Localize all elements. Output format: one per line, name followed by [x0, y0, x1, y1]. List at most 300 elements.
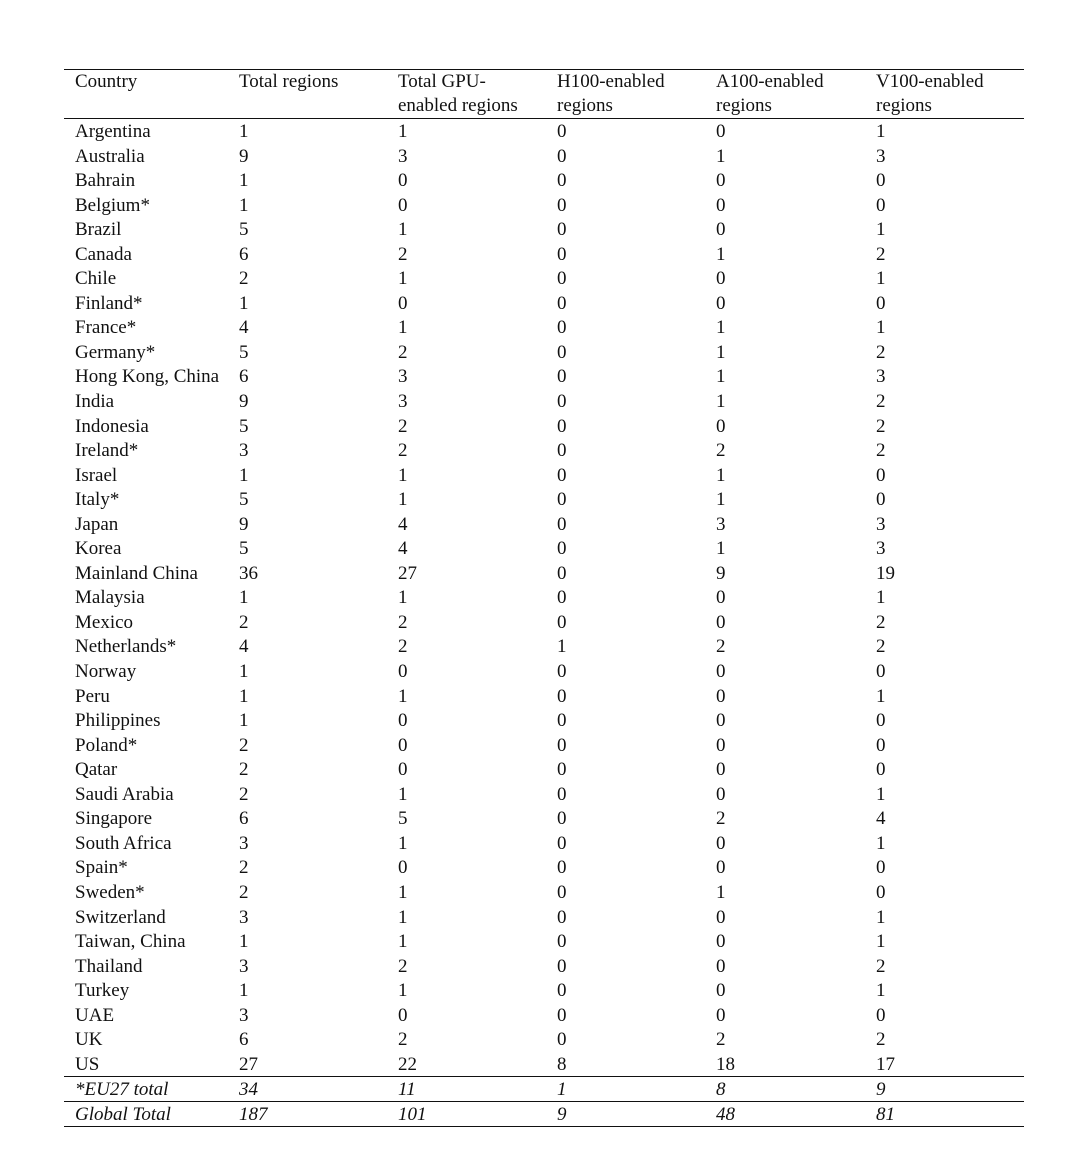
table-row	[0, 979, 1080, 1004]
cell-a100-regions: 0	[716, 292, 726, 314]
cell-v100-regions: 1	[876, 980, 886, 1002]
cell-v100-regions: 1	[876, 832, 886, 854]
cell-h100-regions: 0	[557, 440, 567, 462]
cell-v100-regions: 19	[876, 562, 895, 584]
cell-country: Bahrain	[75, 170, 136, 192]
cell-total-gpu-regions: 0	[398, 170, 408, 192]
cell-total-regions: 3	[239, 955, 249, 977]
cell-country: Mainland China	[75, 562, 198, 584]
cell-h100-regions: 0	[557, 685, 567, 707]
cell-total-regions: 9	[239, 391, 249, 413]
cell-total-regions: 1	[239, 464, 249, 486]
cell-total-gpu-regions: 4	[398, 538, 408, 560]
cell-v100-regions: 2	[876, 440, 886, 462]
cell-total-regions: 5	[239, 219, 249, 241]
global-total-gpu-regions: 101	[398, 1104, 427, 1125]
cell-country: Qatar	[75, 759, 118, 781]
cell-total-gpu-regions: 1	[398, 832, 408, 854]
cell-a100-regions: 2	[716, 1029, 726, 1051]
header-a100-enabled-regions	[716, 70, 824, 118]
cell-h100-regions: 0	[557, 121, 567, 142]
cell-total-regions: 36	[239, 562, 258, 584]
cell-country: Switzerland	[75, 906, 166, 928]
cell-h100-regions: 0	[557, 292, 567, 314]
header-h100-line-2: regions	[557, 95, 613, 116]
cell-country: Peru	[75, 685, 110, 707]
cell-total-gpu-regions: 1	[398, 464, 408, 486]
cell-a100-regions: 0	[716, 1004, 726, 1026]
cell-total-regions: 2	[239, 734, 249, 756]
global-total-row	[0, 1102, 1080, 1127]
cell-a100-regions: 0	[716, 759, 726, 781]
table-row	[0, 832, 1080, 857]
cell-a100-regions: 0	[716, 955, 726, 977]
cell-total-gpu-regions: 1	[398, 489, 408, 511]
cell-h100-regions: 0	[557, 906, 567, 928]
cell-total-gpu-regions: 2	[398, 611, 408, 633]
cell-country: Australia	[75, 145, 145, 167]
cell-h100-regions: 0	[557, 661, 567, 683]
cell-country: Finland*	[75, 292, 143, 314]
cell-a100-regions: 1	[716, 317, 726, 339]
table-row	[0, 169, 1080, 194]
cell-v100-regions: 3	[876, 513, 886, 535]
eu27-total-label: *EU27 total	[75, 1079, 169, 1100]
cell-total-regions: 2	[239, 759, 249, 781]
cell-v100-regions: 0	[876, 1004, 886, 1026]
table-row	[0, 709, 1080, 734]
cell-h100-regions: 0	[557, 268, 567, 290]
table-header	[0, 70, 1080, 118]
table-row	[0, 194, 1080, 219]
cell-total-gpu-regions: 2	[398, 1029, 408, 1051]
cell-v100-regions: 0	[876, 734, 886, 756]
global-total-v100: 81	[876, 1104, 895, 1125]
cell-h100-regions: 0	[557, 391, 567, 413]
cell-v100-regions: 0	[876, 292, 886, 314]
cell-total-regions: 3	[239, 832, 249, 854]
cell-h100-regions: 0	[557, 513, 567, 535]
cell-total-regions: 3	[239, 1004, 249, 1026]
cell-total-gpu-regions: 1	[398, 881, 408, 903]
cell-a100-regions: 0	[716, 906, 726, 928]
cell-total-gpu-regions: 0	[398, 661, 408, 683]
cell-total-gpu-regions: 3	[398, 391, 408, 413]
cell-a100-regions: 0	[716, 268, 726, 290]
table-row	[0, 660, 1080, 685]
cell-total-regions: 2	[239, 881, 249, 903]
cell-country: Norway	[75, 661, 137, 683]
cell-country: Ireland*	[75, 440, 139, 462]
table-header-rule	[64, 118, 1024, 119]
cell-total-gpu-regions: 1	[398, 783, 408, 805]
cell-country: Taiwan, China	[75, 931, 186, 953]
table-row	[0, 513, 1080, 538]
cell-a100-regions: 0	[716, 611, 726, 633]
cell-h100-regions: 0	[557, 366, 567, 388]
cell-a100-regions: 0	[716, 980, 726, 1002]
cell-a100-regions: 1	[716, 538, 726, 560]
cell-total-gpu-regions: 22	[398, 1053, 417, 1075]
cell-h100-regions: 0	[557, 881, 567, 903]
cell-h100-regions: 0	[557, 808, 567, 830]
cell-total-gpu-regions: 1	[398, 268, 408, 290]
cell-h100-regions: 0	[557, 243, 567, 265]
cell-total-regions: 1	[239, 194, 249, 216]
table-row	[0, 243, 1080, 268]
cell-total-gpu-regions: 3	[398, 145, 408, 167]
cell-total-gpu-regions: 0	[398, 194, 408, 216]
table-row	[0, 955, 1080, 980]
cell-total-gpu-regions: 2	[398, 440, 408, 462]
cell-h100-regions: 0	[557, 415, 567, 437]
cell-total-regions: 6	[239, 366, 249, 388]
cell-v100-regions: 0	[876, 489, 886, 511]
table-row	[0, 316, 1080, 341]
cell-country: Singapore	[75, 808, 153, 830]
global-total-h100: 9	[557, 1104, 567, 1125]
cell-a100-regions: 1	[716, 464, 726, 486]
cell-a100-regions: 2	[716, 440, 726, 462]
cell-country: US	[75, 1053, 100, 1075]
cell-h100-regions: 0	[557, 857, 567, 879]
table-row	[0, 341, 1080, 366]
cell-total-regions: 5	[239, 415, 249, 437]
cell-a100-regions: 0	[716, 415, 726, 437]
cell-v100-regions: 2	[876, 636, 886, 658]
table-row	[0, 734, 1080, 759]
cell-a100-regions: 1	[716, 391, 726, 413]
table-row	[0, 635, 1080, 660]
cell-a100-regions: 0	[716, 931, 726, 953]
cell-v100-regions: 17	[876, 1053, 895, 1075]
table-body	[0, 120, 1080, 1077]
global-total-label: Global Total	[75, 1104, 171, 1125]
table-row	[0, 267, 1080, 292]
cell-a100-regions: 3	[716, 513, 726, 535]
cell-total-regions: 1	[239, 661, 249, 683]
cell-country: Japan	[75, 513, 119, 535]
cell-h100-regions: 0	[557, 341, 567, 363]
cell-a100-regions: 1	[716, 145, 726, 167]
cell-country: Malaysia	[75, 587, 145, 609]
cell-country: Italy*	[75, 489, 120, 511]
cell-total-regions: 5	[239, 489, 249, 511]
cell-v100-regions: 0	[876, 857, 886, 879]
table-row	[0, 120, 1080, 145]
table-row	[0, 807, 1080, 832]
cell-country: Turkey	[75, 980, 130, 1002]
cell-country: UAE	[75, 1004, 115, 1026]
cell-v100-regions: 1	[876, 587, 886, 609]
cell-total-regions: 3	[239, 906, 249, 928]
table-row	[0, 856, 1080, 881]
eu27-total-h100: 1	[557, 1079, 567, 1100]
cell-country: Mexico	[75, 611, 134, 633]
cell-h100-regions: 0	[557, 1004, 567, 1026]
cell-total-gpu-regions: 1	[398, 931, 408, 953]
table-row	[0, 365, 1080, 390]
table-row	[0, 930, 1080, 955]
cell-v100-regions: 3	[876, 145, 886, 167]
table-row	[0, 488, 1080, 513]
cell-v100-regions: 1	[876, 906, 886, 928]
cell-total-regions: 1	[239, 292, 249, 314]
table-row	[0, 586, 1080, 611]
cell-v100-regions: 0	[876, 661, 886, 683]
cell-total-regions: 4	[239, 317, 249, 339]
cell-total-regions: 9	[239, 513, 249, 535]
table-row	[0, 1004, 1080, 1029]
cell-h100-regions: 1	[557, 636, 567, 658]
cell-total-regions: 1	[239, 170, 249, 192]
cell-total-gpu-regions: 2	[398, 955, 408, 977]
cell-country: Thailand	[75, 955, 143, 977]
cell-h100-regions: 0	[557, 317, 567, 339]
cell-country: Germany*	[75, 341, 156, 363]
cell-a100-regions: 1	[716, 881, 726, 903]
cell-a100-regions: 1	[716, 366, 726, 388]
cell-total-gpu-regions: 0	[398, 1004, 408, 1026]
cell-v100-regions: 2	[876, 955, 886, 977]
cell-v100-regions: 0	[876, 881, 886, 903]
table-row	[0, 439, 1080, 464]
cell-total-regions: 5	[239, 538, 249, 560]
cell-total-gpu-regions: 1	[398, 685, 408, 707]
cell-h100-regions: 0	[557, 219, 567, 241]
cell-a100-regions: 0	[716, 783, 726, 805]
cell-total-regions: 1	[239, 931, 249, 953]
cell-v100-regions: 2	[876, 415, 886, 437]
cell-total-gpu-regions: 2	[398, 243, 408, 265]
table-row	[0, 611, 1080, 636]
table-row	[0, 464, 1080, 489]
table-bottom-rule	[64, 1126, 1024, 1127]
header-a100-line-1: A100-enabled	[716, 71, 824, 92]
table-row	[0, 881, 1080, 906]
cell-h100-regions: 0	[557, 980, 567, 1002]
cell-v100-regions: 2	[876, 391, 886, 413]
table-row	[0, 390, 1080, 415]
cell-a100-regions: 2	[716, 636, 726, 658]
eu27-total-v100: 9	[876, 1079, 886, 1100]
cell-total-regions: 4	[239, 636, 249, 658]
cell-v100-regions: 3	[876, 366, 886, 388]
cell-a100-regions: 1	[716, 341, 726, 363]
cell-v100-regions: 1	[876, 931, 886, 953]
cell-v100-regions: 4	[876, 808, 886, 830]
cell-total-regions: 1	[239, 587, 249, 609]
header-a100-line-2: regions	[716, 95, 772, 116]
cell-country: Israel	[75, 464, 118, 486]
cell-v100-regions: 3	[876, 538, 886, 560]
table-row	[0, 537, 1080, 562]
cell-h100-regions: 0	[557, 562, 567, 584]
table-row	[0, 218, 1080, 243]
header-h100-enabled-regions	[557, 70, 665, 118]
cell-v100-regions: 2	[876, 611, 886, 633]
cell-country: Belgium*	[75, 194, 150, 216]
cell-total-gpu-regions: 0	[398, 710, 408, 732]
cell-v100-regions: 0	[876, 170, 886, 192]
cell-total-regions: 1	[239, 980, 249, 1002]
table-row	[0, 906, 1080, 931]
cell-a100-regions: 0	[716, 219, 726, 241]
table-row	[0, 685, 1080, 710]
cell-h100-regions: 0	[557, 832, 567, 854]
cell-a100-regions: 2	[716, 808, 726, 830]
eu27-total-a100: 8	[716, 1079, 726, 1100]
header-v100-enabled-regions	[876, 70, 984, 118]
cell-total-regions: 6	[239, 808, 249, 830]
table-row	[0, 562, 1080, 587]
cell-total-gpu-regions: 5	[398, 808, 408, 830]
cell-total-regions: 2	[239, 611, 249, 633]
cell-a100-regions: 0	[716, 685, 726, 707]
header-total-regions	[239, 70, 338, 94]
cell-v100-regions: 1	[876, 317, 886, 339]
cell-h100-regions: 0	[557, 1029, 567, 1051]
cell-total-gpu-regions: 1	[398, 219, 408, 241]
cell-v100-regions: 1	[876, 685, 886, 707]
cell-country: South Africa	[75, 832, 172, 854]
header-total-regions-line-1: Total regions	[239, 71, 339, 92]
cell-country: Korea	[75, 538, 122, 560]
cell-h100-regions: 8	[557, 1053, 567, 1075]
cell-total-regions: 1	[239, 685, 249, 707]
cell-country: Brazil	[75, 219, 122, 241]
cell-a100-regions: 9	[716, 562, 726, 584]
eu27-total-row	[0, 1077, 1080, 1102]
cell-h100-regions: 0	[557, 489, 567, 511]
header-country-line-1: Country	[75, 71, 138, 92]
cell-total-gpu-regions: 0	[398, 759, 408, 781]
cell-h100-regions: 0	[557, 783, 567, 805]
cell-total-gpu-regions: 3	[398, 366, 408, 388]
cell-total-regions: 6	[239, 243, 249, 265]
cell-total-gpu-regions: 4	[398, 513, 408, 535]
cell-total-regions: 6	[239, 1029, 249, 1051]
cell-v100-regions: 0	[876, 464, 886, 486]
table-row	[0, 1053, 1080, 1078]
cell-total-gpu-regions: 1	[398, 980, 408, 1002]
cell-country: France*	[75, 317, 137, 339]
header-v100-line-1: V100-enabled	[876, 71, 984, 92]
cell-h100-regions: 0	[557, 170, 567, 192]
header-total-gpu-line-2: enabled regions	[398, 95, 518, 116]
cell-total-gpu-regions: 1	[398, 906, 408, 928]
table-row	[0, 415, 1080, 440]
cell-country: UK	[75, 1029, 103, 1051]
cell-country: Saudi Arabia	[75, 783, 174, 805]
cell-total-gpu-regions: 0	[398, 292, 408, 314]
cell-v100-regions: 1	[876, 219, 886, 241]
cell-country: Indonesia	[75, 415, 149, 437]
cell-total-gpu-regions: 27	[398, 562, 417, 584]
cell-total-regions: 3	[239, 440, 249, 462]
cell-a100-regions: 0	[716, 661, 726, 683]
cell-total-regions: 27	[239, 1053, 258, 1075]
cell-h100-regions: 0	[557, 611, 567, 633]
cell-total-regions: 2	[239, 268, 249, 290]
cell-total-regions: 9	[239, 145, 249, 167]
cell-a100-regions: 0	[716, 710, 726, 732]
cell-total-gpu-regions: 0	[398, 857, 408, 879]
cell-total-gpu-regions: 1	[398, 587, 408, 609]
cell-country: Sweden*	[75, 881, 145, 903]
header-v100-line-2: regions	[876, 95, 932, 116]
global-total-a100: 48	[716, 1104, 735, 1125]
cell-a100-regions: 0	[716, 194, 726, 216]
cell-a100-regions: 0	[716, 170, 726, 192]
cell-h100-regions: 0	[557, 464, 567, 486]
cell-v100-regions: 0	[876, 194, 886, 216]
eu27-total-gpu-regions: 11	[398, 1079, 416, 1100]
cell-v100-regions: 0	[876, 759, 886, 781]
cell-v100-regions: 2	[876, 243, 886, 265]
global-total-regions: 187	[239, 1104, 268, 1125]
cell-h100-regions: 0	[557, 931, 567, 953]
cell-h100-regions: 0	[557, 710, 567, 732]
cell-total-regions: 2	[239, 857, 249, 879]
cell-country: Philippines	[75, 710, 161, 732]
cell-total-regions: 2	[239, 783, 249, 805]
header-total-gpu-line-1: Total GPU-	[398, 71, 486, 92]
cell-v100-regions: 0	[876, 710, 886, 732]
cell-v100-regions: 1	[876, 121, 886, 142]
cell-a100-regions: 1	[716, 489, 726, 511]
cell-h100-regions: 0	[557, 538, 567, 560]
cell-total-gpu-regions: 0	[398, 734, 408, 756]
header-total-gpu-enabled-regions	[398, 70, 518, 118]
cell-a100-regions: 0	[716, 857, 726, 879]
cell-v100-regions: 2	[876, 1029, 886, 1051]
cell-total-regions: 1	[239, 710, 249, 732]
cell-a100-regions: 0	[716, 832, 726, 854]
header-country	[75, 70, 137, 94]
cell-country: Argentina	[75, 121, 151, 142]
cell-h100-regions: 0	[557, 955, 567, 977]
cell-h100-regions: 0	[557, 759, 567, 781]
cell-a100-regions: 0	[716, 734, 726, 756]
header-h100-line-1: H100-enabled	[557, 71, 665, 92]
cell-h100-regions: 0	[557, 194, 567, 216]
cell-total-gpu-regions: 1	[398, 317, 408, 339]
table-row	[0, 292, 1080, 317]
cell-country: Netherlands*	[75, 636, 177, 658]
cell-country: Hong Kong, China	[75, 366, 220, 388]
cell-total-gpu-regions: 2	[398, 341, 408, 363]
cell-a100-regions: 18	[716, 1053, 735, 1075]
cell-total-gpu-regions: 1	[398, 121, 408, 142]
cell-total-gpu-regions: 2	[398, 636, 408, 658]
cell-total-gpu-regions: 2	[398, 415, 408, 437]
cell-country: Poland*	[75, 734, 138, 756]
cell-h100-regions: 0	[557, 734, 567, 756]
cell-total-regions: 5	[239, 341, 249, 363]
table-row	[0, 783, 1080, 808]
cell-a100-regions: 0	[716, 121, 726, 142]
table-row	[0, 758, 1080, 783]
cell-total-regions: 1	[239, 121, 249, 142]
table-row	[0, 1028, 1080, 1053]
cell-h100-regions: 0	[557, 587, 567, 609]
cell-a100-regions: 0	[716, 587, 726, 609]
table-row	[0, 145, 1080, 170]
cell-v100-regions: 1	[876, 783, 886, 805]
cell-v100-regions: 1	[876, 268, 886, 290]
eu27-total-regions: 34	[239, 1079, 258, 1100]
